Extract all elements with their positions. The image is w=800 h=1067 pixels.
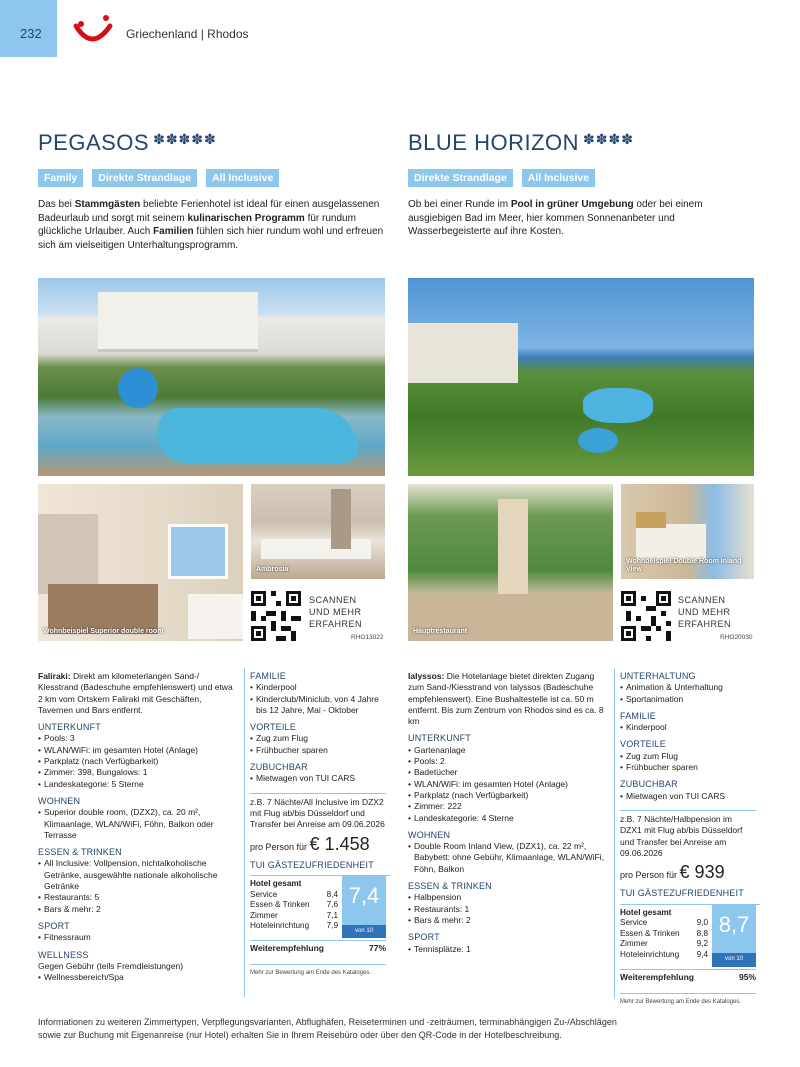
list-item: • Double Room Inland View, (DZX1), ca. 22 m², Babybett: ohne Gebühr, Klimaanlage, WLAN/WiFi, Föhn, Balkon [408,841,608,875]
scan-text: SCANNEN UND MEHR ERFAHREN [309,595,363,629]
section-title: ESSEN & TRINKEN [408,881,492,892]
rating-note: Mehr zur Bewertung am Ende des Kataloges. [250,964,386,979]
list-item: • Zimmer: 398, Bungalows: 1 [38,767,238,778]
list-item: • All Inclusive: Vollpension, nichtalkoholische Getränke, ausgewählte nationale alkoholische Getränke [38,858,238,892]
rating-row: Zimmer 9,2 [620,939,708,949]
booking-code: RHO20030 [720,634,753,641]
rating-row: Hoteleinrichtung 9,4 [620,949,708,959]
list-item: • Kinderclub/Miniclub, von 4 Jahre bis 12 Jahre, Mai - Oktober [250,694,390,717]
list-item: • Zug zum Flug [620,751,760,762]
extras-column [620,671,760,1008]
list-item: • WLAN/WiFi: im gesamten Hotel (Anlage) [408,779,608,790]
star-rating: ✽✽✽✽✽ [153,131,217,147]
list-item: • Gartenanlage [408,745,608,756]
list-item: • Parkplatz (nach Verfügbarkeit) [408,790,608,801]
photo-caption: Hauptrestaurant [413,628,468,635]
list-item: • Sportanimation [620,694,760,705]
list-item: • Restaurants: 1 [408,904,608,915]
list-item: • Badetücher [408,767,608,778]
list-item: • Wellnessbereich/Spa [38,972,238,983]
list-item: • Tennisplätze: 1 [408,944,608,955]
recommendation: Weiterempfehlung 77% [250,940,386,954]
rating-row: Essen & Trinken 8,8 [620,928,708,938]
rating-title: TUI GÄSTEZUFRIEDENHEIT [620,888,744,899]
score-badge: 8,7 von 10 [712,905,756,967]
rating-row: Service 8,4 [250,889,338,899]
section-title: ZUBUCHBAR [620,779,678,790]
section-title: UNTERKUNFT [408,733,471,744]
rating-row: Hoteleinrichtung 7,9 [250,921,338,931]
tag-all-inclusive: All Inclusive [522,169,595,187]
list-item: • Bars & mehr: 2 [38,904,238,915]
section-title: ESSEN & TRINKEN [38,847,122,858]
list-item: • Halbpension [408,892,608,903]
section-title: SPORT [38,920,70,931]
restaurant-photo [251,484,385,579]
hotel-name: BLUE HORIZON [408,130,580,155]
list-item: • Landeskategorie: 5 Sterne [38,779,238,790]
list-item: • Pools: 3 [38,733,238,744]
extras-column [250,671,390,980]
qr-code[interactable] [621,591,671,641]
wellness-text: Gegen Gebühr (teils Fremdleistungen) [38,960,184,971]
breadcrumb: Griechenland | Rhodos [126,27,249,41]
booking-code: RHO13022 [351,634,384,641]
rating-row: Essen & Trinken 7,6 [250,900,338,910]
list-item: • Landeskategorie: 4 Sterne [408,813,608,824]
footer-note: Informationen zu weiteren Zimmertypen, Verpflegungsvarianten, Abflughäfen, Reiseterminen und -zeiträumen, terminabhängigen Zu-/Abschlägen sowie zur Buchung mit Eigenanreise (nur Hotel) erhalten Sie in Ihrem Reisebüro oder über den QR-Code in der Hotelbeschreibung. [38,1017,617,1040]
rating-row: Service 9,0 [620,918,708,928]
section-title: UNTERKUNFT [38,722,101,733]
list-item: • Animation & Unterhaltung [620,682,760,693]
hotel-name: PEGASOS [38,130,150,155]
photo-caption: Ambrosia [256,566,289,573]
price-example: z.B. 7 Nächte/All Inclusive im DZX2 mit Flug ab/bis Düsseldorf und Transfer bei Anreise am 09.06.2026 [250,793,386,831]
tag-beach: Direkte Strandlage [408,169,513,187]
score-badge: 7,4 von 10 [342,876,386,938]
tag-beach: Direkte Strandlage [92,169,197,187]
column-divider [244,668,245,998]
section-title: WOHNEN [408,829,451,840]
details-column: Faliraki: Direkt am kilometerlangen Sand-/ Kiesstrand (Badeschuhe empfehlenswert) und etwa 2 km vom Ortskern Faliraki mit Geschäften, Tavernen und Bars entfernt. UNTERKUNFT • Pools: 3 • WLAN/WiFi: im gesamten Hotel (Anlage) • Parkplatz (nach Verfügbarkeit) • Zimmer: 398, Bungalows: 1 • Landeskategorie: 5 Sterne WOHNEN • Superior double room, (DZX2), ca. 20 m², Klimaanlage, WLAN/WiFi, Föhn, Balkon oder Terrasse ESSEN & TRINKEN • All Inclusive: Vollpension, nichtalkoholische Getränke, ausgewählte nationale alkoholische Getränke • Restaurants: 5 • Bars & mehr: 2 SPORT • Fitnessraum WELLNESS Gegen Gebühr (teils Fremdleistungen) • Wellnessbereich/Spa [38,671,238,983]
tag-list [38,169,386,187]
list-item: • Kinderpool [620,722,760,733]
section-title: SPORT [408,932,440,943]
rating-row: Zimmer 7,1 [250,910,338,920]
photo-caption: Wohnbeispiel Superior double room [43,628,164,635]
price: pro Person für € 1.458 [250,833,370,854]
hotel-title [38,130,386,156]
list-item: • Bars & mehr: 2 [408,915,608,926]
section-title: FAMILIE [620,710,656,721]
room-photo [38,484,243,641]
rating-title: TUI GÄSTEZUFRIEDENHEIT [250,859,374,870]
section-title: WELLNESS [38,949,89,960]
page-number: 232 [0,0,57,57]
main-photo [408,278,754,476]
intro-text: Ob bei einer Runde im Pool in grüner Umgebung oder bei einem ausgiebigen Bad im Meer, hier kommen Sonnenanbeter und Wasserbegeisterte auf ihre Kosten. [408,199,703,237]
hotel-title [408,130,756,156]
list-item: • Restaurants: 5 [38,892,238,903]
section-title: VORTEILE [250,722,296,733]
section-title: ZUBUCHBAR [250,762,308,773]
list-item: • Pools: 2 [408,756,608,767]
list-item: • WLAN/WiFi: im gesamten Hotel (Anlage) [38,745,238,756]
section-title: VORTEILE [620,739,666,750]
tag-all-inclusive: All Inclusive [206,169,279,187]
list-item: • Mietwagen von TUI CARS [620,791,760,802]
section-title: WOHNEN [38,795,81,806]
rating-note: Mehr zur Bewertung am Ende des Kataloges. [620,993,756,1008]
intro-text: Das bei Stammgästen beliebte Ferienhotel ist ideal für einen ausgelassenen Badeurlaub und sorgt mit seinem kulinarischen Programm für rundum glückliche Urlauber. Auch Familien fühlen sich hier rundum wohl und erfreuen sich am vielseitigen Unterhaltungsprogramm. [38,199,384,251]
section-title: UNTERHALTUNG [620,671,696,681]
photo-caption: Wohnbeispiel Double Room Inland View [626,558,742,573]
star-rating: ✽✽✽✽ [583,131,634,147]
tui-logo [72,14,114,48]
rating-box: Hotel gesamt Service 9,0 Essen & Trinken 8,8 Zimmer 9,2 Hoteleinrichtung 9,4 8,7 von 10 [620,904,760,966]
restaurant-photo [408,484,613,641]
list-item: • Frühbucher sparen [620,762,760,773]
list-item: • Superior double room, (DZX2), ca. 20 m², Klimaanlage, WLAN/WiFi, Föhn, Balkon oder Terrasse [38,807,238,841]
main-photo [38,278,385,476]
list-item: • Frühbucher sparen [250,745,390,756]
price: pro Person für € 939 [620,862,725,883]
list-item: • Zug zum Flug [250,733,390,744]
rating-box: Hotel gesamt Service 8,4 Essen & Trinken 7,6 Zimmer 7,1 Hoteleinrichtung 7,9 7,4 von 10 [250,875,390,937]
details-column: Ialyssos: Die Hotelanlage bietet direkten Zugang zum Sand-/Kiesstrand von Ialyssos (Badeschuhe empfehlenswert). Eine Bushaltestelle ist ca. 50 m entfernt. Bis zum Zentrum von Rhodos sind es ca. 8 km UNTERKUNFT • Gartenanlage • Pools: 2 • Badetücher • WLAN/WiFi: im gesamten Hotel (Anlage) • Parkplatz (nach Verfügbarkeit) • Zimmer: 222 • Landeskategorie: 4 Sterne WOHNEN • Double Room Inland View, (DZX1), ca. 22 m², Babybett: ohne Gebühr, Klimaanlage, WLAN/WiFi, Föhn, Balkon ESSEN & TRINKEN • Halbpension • Restaurants: 1 • Bars & mehr: 2 SPORT • Tennisplätze: 1 [408,671,608,955]
price-example: z.B. 7 Nächte/Halbpension im DZX1 mit Flug ab/bis Düsseldorf und Transfer bei Anreise am 09.06.2026 [620,810,756,859]
list-item: • Zimmer: 222 [408,801,608,812]
recommendation: Weiterempfehlung 95% [620,969,756,983]
list-item: • Parkplatz (nach Verfügbarkeit) [38,756,238,767]
tag-list [408,169,756,187]
qr-code[interactable] [251,591,301,641]
list-item: • Kinderpool [250,682,390,693]
column-divider [614,668,615,998]
scan-text: SCANNEN UND MEHR ERFAHREN [678,595,732,629]
hotel-pegasos [38,130,386,276]
list-item: • Mietwagen von TUI CARS [250,773,390,784]
list-item: • Fitnessraum [38,932,238,943]
room-photo [621,484,754,579]
hotel-blue-horizon [408,130,756,276]
tag-family: Family [38,169,83,187]
section-title: FAMILIE [250,671,286,681]
